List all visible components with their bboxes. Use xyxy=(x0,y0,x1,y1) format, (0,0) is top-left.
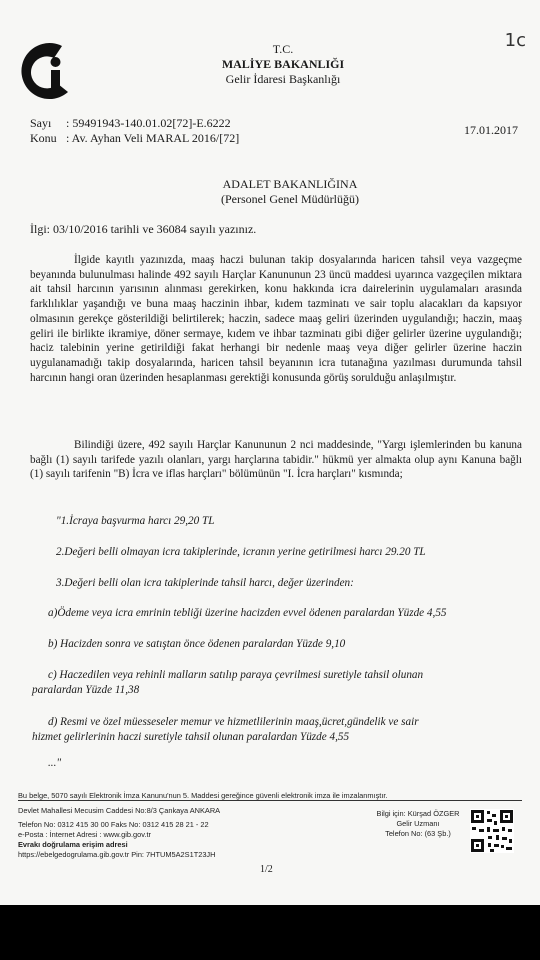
addressee-title: ADALET BAKANLIĞINA xyxy=(222,177,358,191)
ilgi-row xyxy=(30,222,256,237)
footer-info-name: Bilgi için: Kürşad ÖZGER xyxy=(376,809,460,818)
header-department: Gelir İdaresi Başkanlığı xyxy=(225,72,341,86)
addressee-subtitle: (Personel Genel Müdürlüğü) xyxy=(221,192,359,206)
gib-logo xyxy=(18,40,78,108)
konu-value: : Av. Ayhan Veli MARAL 2016/[72] xyxy=(66,131,240,145)
footer-email: e-Posta : İnternet Adresi : www.gib.gov.tr xyxy=(18,830,151,839)
sayi-label: Sayı xyxy=(30,116,52,130)
header-ministry: MALİYE BAKANLIĞI xyxy=(221,57,345,71)
footer-verify-url: https://ebelgedogrulama.gib.gov.tr Pin: 7HTUM5A2S1T23JH xyxy=(18,850,216,859)
sayi-row xyxy=(30,116,231,131)
quote-line-6: c) Haczedilen veya rehinli malların satılıp paraya çevrilmesi suretiyle tahsil olunan xyxy=(48,669,424,681)
quote-line-10: ..." xyxy=(48,757,62,769)
footer-phone: Telefon No: 0312 415 30 00 Faks No: 0312 415 28 21 - 22 xyxy=(18,820,209,829)
quote-line-5: b) Hacizden sonra ve satıştan önce ödenen paralardan Yüzde 9,10 xyxy=(48,638,346,650)
paragraph-1: İlgide kayıtlı yazınızda, maaş haczi bulunan takip dosyalarında haricen tahsil veya vazgeçme beyanında bulunulması halinde 492 sayılı Harçlar Kanununun 23 üncü maddesi uyarınca vazgeçilen miktara ait tahsil harcının yarısının alınması gerekirken, konu hakkında icra dairelerinin uygulamaları arasında farklılıklar yaşandığı ve buna maaş haczinin ihbar, kıdem tazminatı ve sair toplu alacakları da kapsıyor olmasının gerekçe gösterildiği belirtilerek; haczin, sadece maaş geliri üzerinden uygulandığı; haczin, maaş geliri ile birlikte ikramiye, döner sermaye, kıdem ve ihbar tazminatı gibi diğer gelirler üzerine uygulandığı; haciz talebinin yerine getirildiği fakat herhangi bir nedenle maaş veya diğer gelirler üzerine haczin uygulanamadığı takip dosyalarında, haricen tahsil beyanının icra tutanağına yazılması durumunda tahsil harcının hangi oran üzerinden hesaplanması gerektiği konusunda görüş sorulduğu anlaşılmıştır. xyxy=(30,254,522,384)
quote-line-8: d) Resmi ve özel müesseseler memur ve hizmetlilerinin maaş,ücret,gündelik ve sair xyxy=(48,716,419,728)
document-date: 17.01.2017 xyxy=(464,123,518,137)
quote-line-2: 2.Değeri belli olmayan icra takiplerinde, icranın yerine getirilmesi harcı 29.20 TL xyxy=(56,546,426,558)
qr-code-icon xyxy=(470,809,514,853)
konu-label: Konu xyxy=(30,131,57,145)
footer-divider xyxy=(18,800,522,801)
footer-info-title: Gelir Uzmanı xyxy=(396,819,440,828)
konu-row xyxy=(30,131,239,146)
page-number: 1/2 xyxy=(260,864,273,875)
footer-info-phone: Telefon No: (63 Şb.) xyxy=(385,829,451,838)
header-tc: T.C. xyxy=(272,42,294,56)
ilgi-text: : 03/10/2016 tarihli ve 36084 sayılı yazınız. xyxy=(46,222,257,236)
paragraph-2: Bilindiği üzere, 492 sayılı Harçlar Kanununun 2 nci maddesinde, "Yargı işlemlerinden bu kanuna bağlı (1) sayılı tarifede yazılı olanları, yargı harçlarına tabidir." hükmü yer almakta olup aynı Kanuna bağlı (1) sayılı tarifenin "B) İcra ve iflas harçları" bölümünün "I. İcra harçları" kısmında; xyxy=(30,439,522,481)
footer-esign-note: Bu belge, 5070 sayılı Elektronik İmza Kanunu'nun 5. Maddesi gereğince güvenli elektronik imza ile imzalanmıştır. xyxy=(18,791,388,800)
corner-handwritten-mark: 1c xyxy=(504,30,526,51)
sayi-value: : 59491943-140.01.02[72]-E.6222 xyxy=(66,116,231,130)
footer-verify-title: Evrakı doğrulama erişim adresi xyxy=(18,840,128,849)
quote-line-7: paralardan Yüzde 11,38 xyxy=(32,684,140,696)
quote-line-3: 3.Değeri belli olan icra takiplerinde tahsil harcı, değer üzerinden: xyxy=(56,577,354,589)
quote-line-1: "1.İcraya başvurma harcı 29,20 TL xyxy=(56,515,215,527)
quote-line-9: hizmet gelirlerinin haczi suretiyle tahsil olunan paralardan Yüzde 4,55 xyxy=(32,731,350,743)
bottom-black-bar xyxy=(0,905,540,960)
footer-address: Devlet Mahallesi Mecusim Caddesi No:8/3 Çankaya ANKARA xyxy=(18,806,221,815)
ilgi-label: İlgi xyxy=(30,222,47,236)
quote-line-4: a)Ödeme veya icra emrinin tebliği üzerine hacizden evvel ödenen paralardan Yüzde 4,55 xyxy=(48,607,447,619)
